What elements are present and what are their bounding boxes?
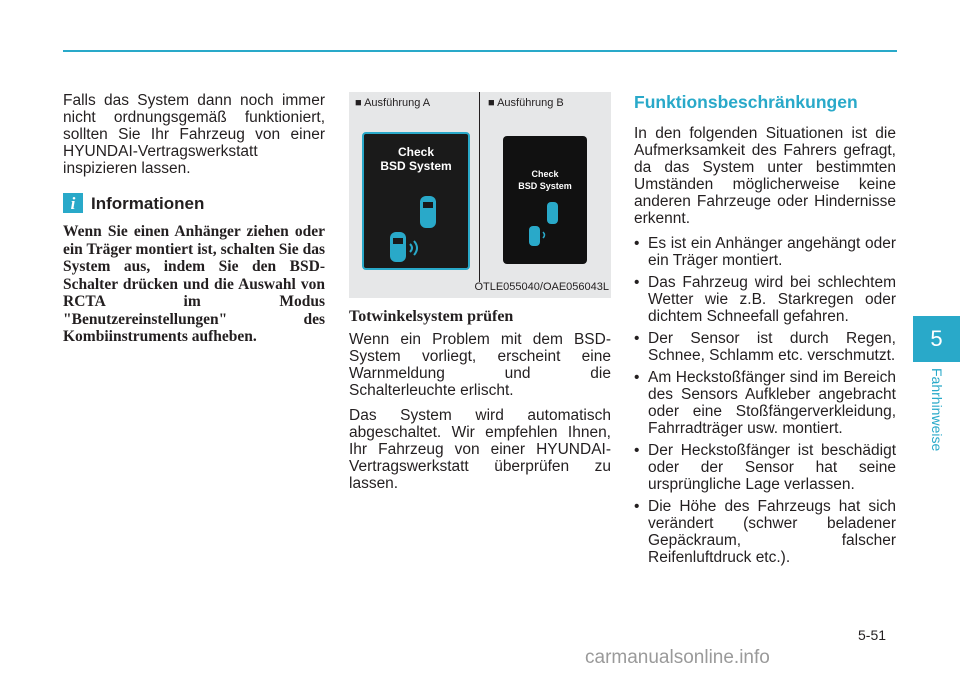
screen-b-line2: BSD System	[518, 181, 572, 191]
figure-label-a: ■ Ausführung A	[355, 97, 431, 109]
paragraph-1: Wenn ein Problem mit dem BSD-System vorliegt, erscheint eine Warnmeldung und die Schalterleuchte erlischt.	[349, 331, 611, 399]
screen-a-line1: Check	[397, 145, 435, 159]
paragraph-2: Das System wird automatisch abgeschaltet. Wir empfehlen Ihnen, Ihr Fahrzeug von einer HYUNDAI-Vertragswerkstatt überprüfen zu lassen.	[349, 407, 611, 492]
screen-b-line1: Check	[531, 169, 559, 179]
figure-caption: OTLE055040/OAE056043L	[474, 281, 609, 293]
limitations-title: Funktionsbeschränkungen	[634, 92, 858, 112]
figure-divider	[479, 92, 480, 282]
list-item: • Die Höhe des Fahrzeugs hat sich verändert (schwer beladener Gepäckraum, falscher Reifenluftdruck etc.).	[634, 498, 896, 566]
info-icon: i	[63, 193, 83, 213]
bsd-car-icon-small	[503, 192, 587, 262]
column-left	[63, 92, 325, 346]
list-item: • Es ist ein Anhänger angehängt oder ein Träger montiert.	[634, 235, 896, 269]
header-rule	[63, 50, 897, 52]
figure-label-b: ■ Ausführung B	[488, 97, 564, 109]
info-text: Wenn Sie einen Anhänger ziehen oder ein Träger montiert ist, schalten Sie das System aus, indem Sie den BSD-Schalter drücken und die Auswahl von RCTA im Modus "Benutzereinstellungen" des Kombiinstruments aufheben.	[63, 223, 325, 345]
cluster-screen-a	[362, 132, 470, 270]
warning-figure	[349, 92, 611, 298]
list-item: • Der Heckstoßfänger ist beschädigt oder der Sensor hat seine ursprüngliche Lage verlassen.	[634, 442, 896, 493]
watermark: carmanualsonline.info	[585, 647, 770, 668]
screen-a-line2: BSD System	[380, 159, 452, 173]
section-heading: Totwinkelsystem prüfen	[349, 308, 514, 325]
bsd-car-icon	[364, 178, 468, 268]
info-title: Informationen	[91, 193, 205, 213]
info-header	[63, 193, 325, 213]
page-number: 5-51	[858, 627, 887, 643]
column-middle	[349, 92, 611, 500]
chapter-number: 5	[930, 326, 943, 351]
list-item: • Der Sensor ist durch Regen, Schnee, Schlamm etc. verschmutzt.	[634, 330, 896, 364]
cluster-screen-b	[503, 136, 587, 264]
list-item: • Am Heckstoßfänger sind im Bereich des Sensors Aufkleber angebracht oder eine Stoßfängerverkleidung, Fahrradträger usw. montiert.	[634, 369, 896, 437]
intro-paragraph: Falls das System dann noch immer nicht ordnungsgemäß funktioniert, sollten Sie Ihr Fahrzeug von einer HYUNDAI-Vertragswerkstatt inspizieren lassen.	[63, 92, 325, 177]
chapter-tab	[913, 316, 960, 362]
column-right	[634, 92, 896, 571]
list-item: • Das Fahrzeug wird bei schlechtem Wetter wie z.B. Starkregen oder dichtem Schneefall gefahren.	[634, 274, 896, 325]
limitations-list	[634, 235, 896, 566]
chapter-label: Fahrhinweise	[929, 368, 945, 452]
limitations-intro: In den folgenden Situationen ist die Aufmerksamkeit des Fahrers gefragt, da das System unter bestimmten Umständen möglicherweise keine anderen Fahrzeuge oder Hindernisse erkennt.	[634, 125, 896, 227]
